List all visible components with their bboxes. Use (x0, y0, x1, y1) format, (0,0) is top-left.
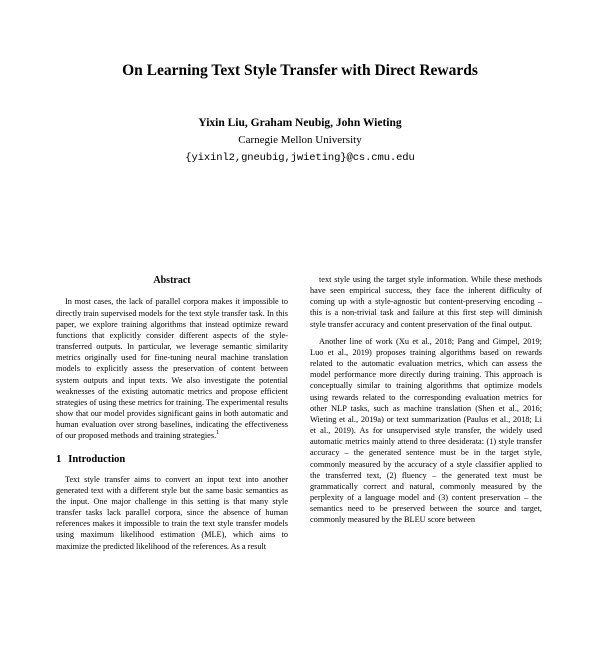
author-list: Yixin Liu, Graham Neubig, John Wieting (198, 116, 402, 129)
left-column (56, 274, 288, 552)
affiliation: Carnegie Mellon University (238, 133, 362, 146)
paper-page (0, 62, 600, 662)
body-columns (56, 274, 544, 552)
abstract-footnote-marker: 1 (216, 430, 220, 437)
right-column (310, 274, 542, 552)
abstract-paragraph (56, 296, 288, 441)
abstract-text: In most cases, the lack of parallel corpora makes it impossible to directly train supervised models for the text style transfer task. In this paper, we explore training algorithms that instead optimize reward functions that explicitly consider different aspects of the style-transferred outputs. In particular, we leverage semantic similarity metrics originally used for fine-tuning neural machine translation models to explicitly assess the preservation of content between system outputs and input texts. We also investigate the potential weaknesses of the existing automatic metrics and propose efficient strategies of using these metrics for training. The experimental results show that our model provides significant gains in both automatic and human evaluation over strong baselines, indicating the effectiveness of our proposed methods and training strategies. (56, 297, 288, 441)
section-heading-introduction (56, 453, 288, 467)
intro-paragraph-1: Text style transfer aims to convert an input text into another generated text with a different style but the same basic semantics as the input. One major challenge in this setting is that many style transfer tasks lack parallel corpora, since the absence of human references makes it impossible to train the text style transfer models using maximum likelihood estimation (MLE), which aims to maximize the predicted likelihood of the references. As a result (56, 474, 288, 551)
right-paragraph-1: text style using the target style information. While these methods have seen empirical success, they face the inherent difficulty of coming up with a style-agnostic but content-preserving encoding – this is a non-trivial task and failure at this first step will diminish style transfer accuracy and content preservation of the final output. (310, 275, 542, 329)
section-number: 1 (56, 454, 62, 466)
right-paragraph-2: Another line of work (Xu et al., 2018; Pang and Gimpel, 2019; Luo et al., 2019) proposes training algorithms based on rewards related to the automatic evaluation metrics, which can assess the model performance more directly during training. This approach is conceptually similar to training algorithms that optimize models using rewards related to the corresponding evaluation metrics for other NLP tasks, such as machine translation (Shen et al., 2016; Wieting et al., 2019a) or text summarization (Paulus et al., 2018; Li et al., 2019). As for unsupervised style transfer, the widely used automatic metrics mainly attend to three desiderata: (1) style transfer accuracy – the generated sentence must be in the target style, commonly measured by the accuracy of a style classifier applied to the transferred text, (2) fluency – the generated text must be grammatically correct and natural, commonly measured by the perplexity of a language model and (3) content preservation – the semantics need to be preserved between the source and target, commonly measured by the BLEU score between (310, 336, 542, 525)
abstract-heading: Abstract (153, 275, 191, 286)
page-title: On Learning Text Style Transfer with Direct Rewards (122, 62, 478, 79)
contact-email: {yixinl2,gneubig,jwieting}@cs.cmu.edu (185, 151, 415, 164)
section-title: Introduction (68, 454, 126, 466)
